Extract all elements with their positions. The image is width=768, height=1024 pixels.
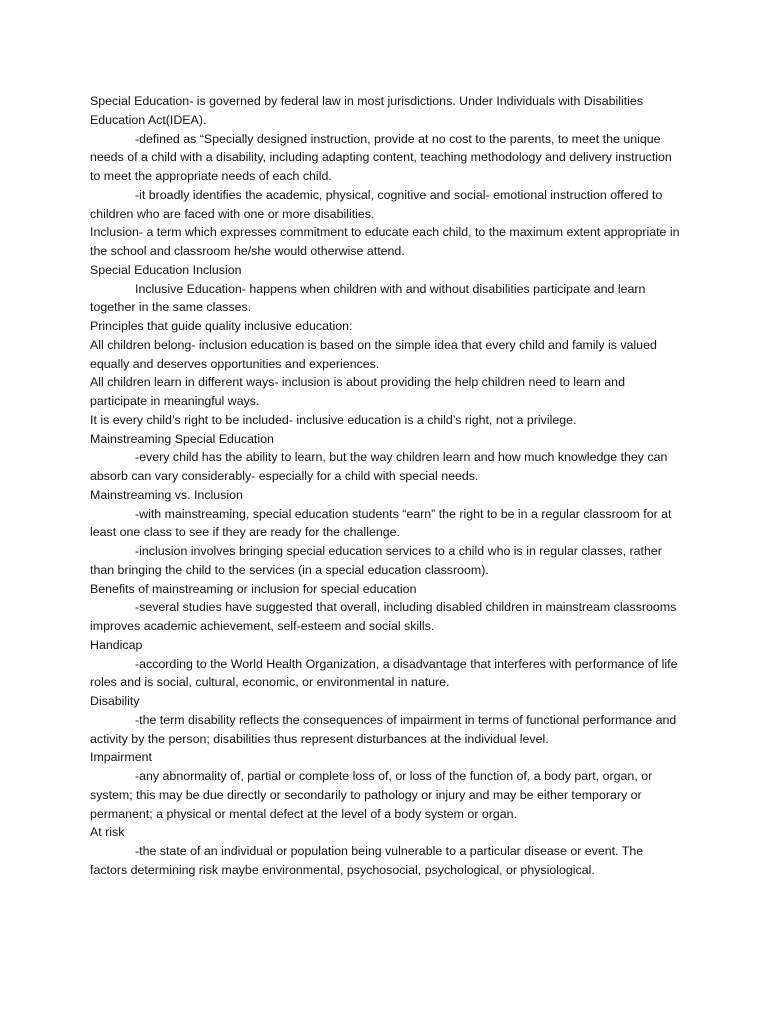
- paragraph-handicap-definition: -according to the World Health Organization, a disadvantage that interferes with performance of life roles and is social, cultural, economic, or environmental in nature.: [90, 656, 678, 690]
- paragraph-with-mainstreaming: -with mainstreaming, special education students “earn” the right to be in a regular classroom for at least one class to see if they are ready for the challenge.: [90, 506, 672, 540]
- paragraph-specially-designed-instruction: -defined as “Specially designed instruction, provide at no cost to the parents, to meet the unique needs of a child with a disability, including adapting content, teaching methodology and delivery instruction to meet the appropriate needs of each child.: [90, 131, 672, 183]
- heading-principles: Principles that guide quality inclusive education:: [90, 319, 353, 333]
- heading-mainstreaming-special-education: Mainstreaming Special Education: [90, 431, 274, 446]
- paragraph-several-studies: -several studies have suggested that overall, including disabled children in mainstream classrooms improves academic achievement, self-esteem and social skills.: [90, 600, 677, 633]
- heading-disability: Disability: [90, 694, 140, 708]
- paragraph-inclusion-involves: -inclusion involves bringing special education services to a child who is in regular classes, rather than bringing the child to the services (in a special education classroom).: [90, 544, 662, 577]
- heading-benefits: Benefits of mainstreaming or inclusion for special education: [90, 581, 417, 596]
- paragraph-right-to-be-included: It is every child’s right to be included- inclusive education is a child’s right, not a privilege.: [90, 412, 577, 427]
- heading-impairment: Impairment: [90, 750, 152, 765]
- paragraph-inclusion-definition: Inclusion- a term which expresses commitment to educate each child, to the maximum extent appropriate in the school and classroom he/she would otherwise attend.: [90, 225, 680, 258]
- paragraph-at-risk-definition: -the state of an individual or population being vulnerable to a particular disease or event. The factors determining risk maybe environmental, psychosocial, psychological, or physiological.: [90, 844, 644, 877]
- paragraph-impairment-definition: -any abnormality of, partial or complete loss of, or loss of the function of, a body part, organ, or system; this may be due directly or secondarily to pathology or injury and may be either temporary or permanent; a physical or mental defect at the level of a body system or organ.: [90, 769, 653, 821]
- paragraph-every-child-can-learn: -every child has the ability to learn, but the way children learn and how much knowledge they can absorb can vary considerably- especially for a child with special needs.: [90, 450, 668, 483]
- heading-handicap: Handicap: [90, 637, 143, 652]
- heading-mainstreaming-vs-inclusion: Mainstreaming vs. Inclusion: [90, 487, 243, 502]
- paragraph-all-children-belong: All children belong- inclusion education is based on the simple idea that every child and family is valued equally and deserves opportunities and experiences.: [90, 337, 657, 371]
- paragraph-broadly-identifies: -it broadly identifies the academic, physical, cognitive and social- emotional instruction offered to children who are faced with one or more disabilities.: [90, 187, 663, 221]
- paragraph-special-education-definition: Special Education- is governed by federal law in most jurisdictions. Under Individuals with Disabilities Education Act(IDEA).: [90, 94, 644, 127]
- document-body: [90, 92, 682, 880]
- paragraph-disability-definition: -the term disability reflects the consequences of impairment in terms of functional performance and activity by the person; disabilities thus represent disturbances at the individual level.: [90, 712, 677, 746]
- paragraph-inclusive-education: Inclusive Education- happens when children with and without disabilities participate and learn together in the same classes.: [90, 281, 646, 315]
- heading-special-education-inclusion: Special Education Inclusion: [90, 262, 242, 277]
- paragraph-all-children-learn: All children learn in different ways- inclusion is about providing the help children need to learn and participate in meaningful ways.: [90, 375, 625, 408]
- heading-at-risk: At risk: [90, 825, 125, 840]
